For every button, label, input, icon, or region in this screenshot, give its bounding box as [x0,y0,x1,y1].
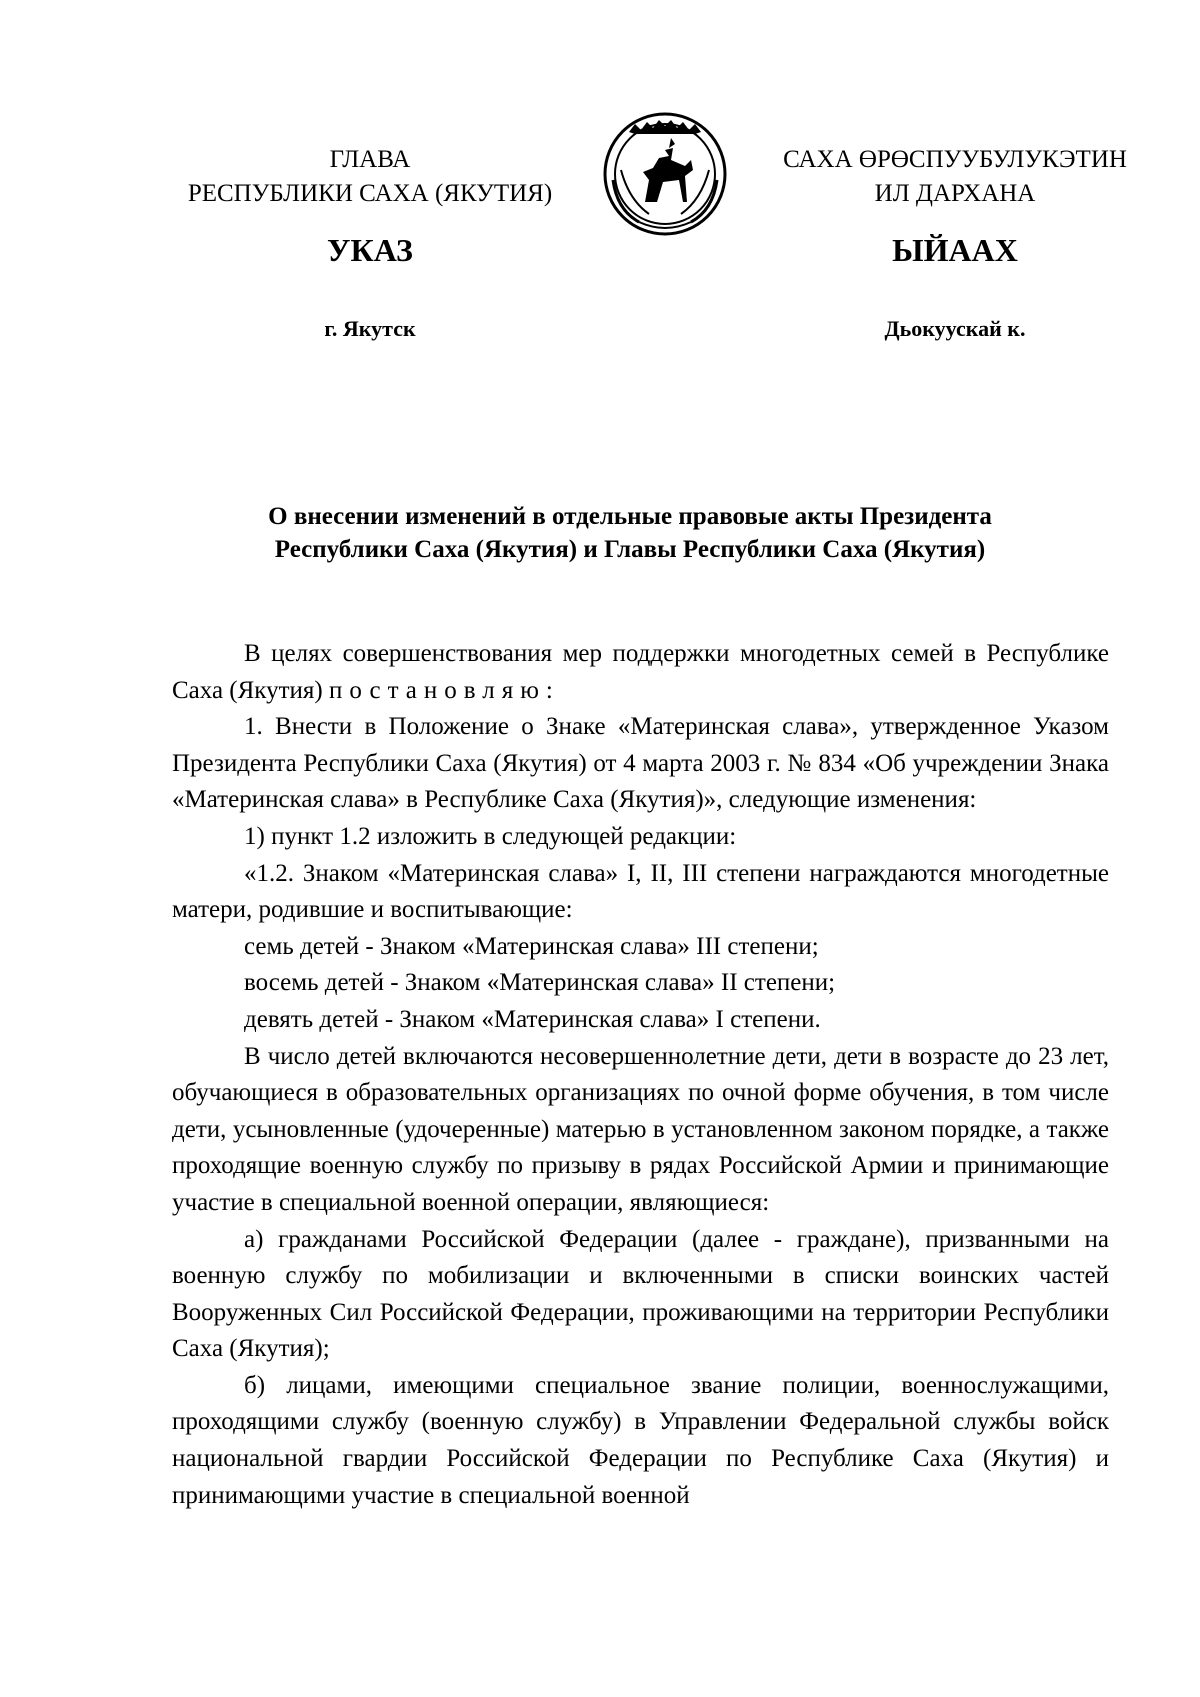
document-title-line2: Республики Саха (Якутия) и Главы Республики Саха (Якутия) [274,536,986,563]
paragraph-subitem-1: 1) пункт 1.2 изложить в следующей редакции: [244,822,737,850]
header-left [160,143,580,211]
preamble-resolve: постановляю: [328,676,560,704]
document-title [160,500,1100,566]
paragraph-seven-children: семь детей - Знаком «Материнская слава» III степени; [244,932,819,960]
header-left-line1: ГЛАВА [329,146,411,173]
republic-emblem-icon [599,110,731,238]
paragraph-subitem-b: б) лицами, имеющими специальное звание полиции, военнослужащими, проходящими службу (военную службу) в Управлении Федеральной службы войск национальной гвардии Российской Федерации по Республике Саха (Якутия) и принимающими участие в специальной военной [172,1371,1109,1509]
decree-title-ru: УКАЗ [327,232,413,268]
paragraph-item-1: 1. Внести в Положение о Знаке «Материнская слава», утвержденное Указом Президента Республики Саха (Якутия) от 4 марта 2003 г. № 834 «Об учреждении Знака «Материнская слава» в Республике Саха (Якутия)», следующие изменения: [172,713,1109,814]
preamble-text: В целях совершенствования мер поддержки многодетных семей в Республике Саха (Якутия) [172,640,1109,704]
paragraph-eight-children: восемь детей - Знаком «Материнская слава» II степени; [244,969,836,997]
city-sah: Дьокуускай к. [884,316,1026,341]
paragraph-subitem-a: а) гражданами Российской Федерации (далее - граждане), призванными на военную службу по мобилизации и включенными в списки воинских частей Вооруженных Сил Российской Федерации, проживающими на территории Республики Саха (Якутия); [172,1225,1109,1363]
city-ru: г. Якутск [324,316,416,341]
document-body [172,636,1109,1514]
paragraph-preamble [172,636,1109,709]
paragraph-nine-children: девять детей - Знаком «Материнская слава» I степени. [244,1005,821,1033]
header-left-line2: РЕСПУБЛИКИ САХА (ЯКУТИЯ) [187,180,553,207]
header-right-line2: ИЛ ДАРХАНА [874,180,1036,207]
header-right-line1: САХА ӨРӨСПУУБУЛУКЭТИН [783,146,1127,173]
decree-title-sah: ЫЙААХ [892,232,1018,268]
paragraph-children-included: В число детей включаются несовершеннолетние дети, дети в возрасте до 23 лет, обучающиеся в образовательных организациях по очной форме обучения, в том числе дети, усыновленные (удочеренные) матерью в установленном законом порядке, а также проходящие военную службу по призыву в рядах Российской Армии и принимающие участие в специальной военной операции, являющиеся: [172,1042,1109,1216]
paragraph-clause-1-2: «1.2. Знаком «Материнская слава» I, II, III степени награждаются многодетные матери, родившие и воспитывающие: [172,859,1109,924]
header-right [760,143,1150,211]
document-title-line1: О внесении изменений в отдельные правовые акты Президента [268,503,992,530]
